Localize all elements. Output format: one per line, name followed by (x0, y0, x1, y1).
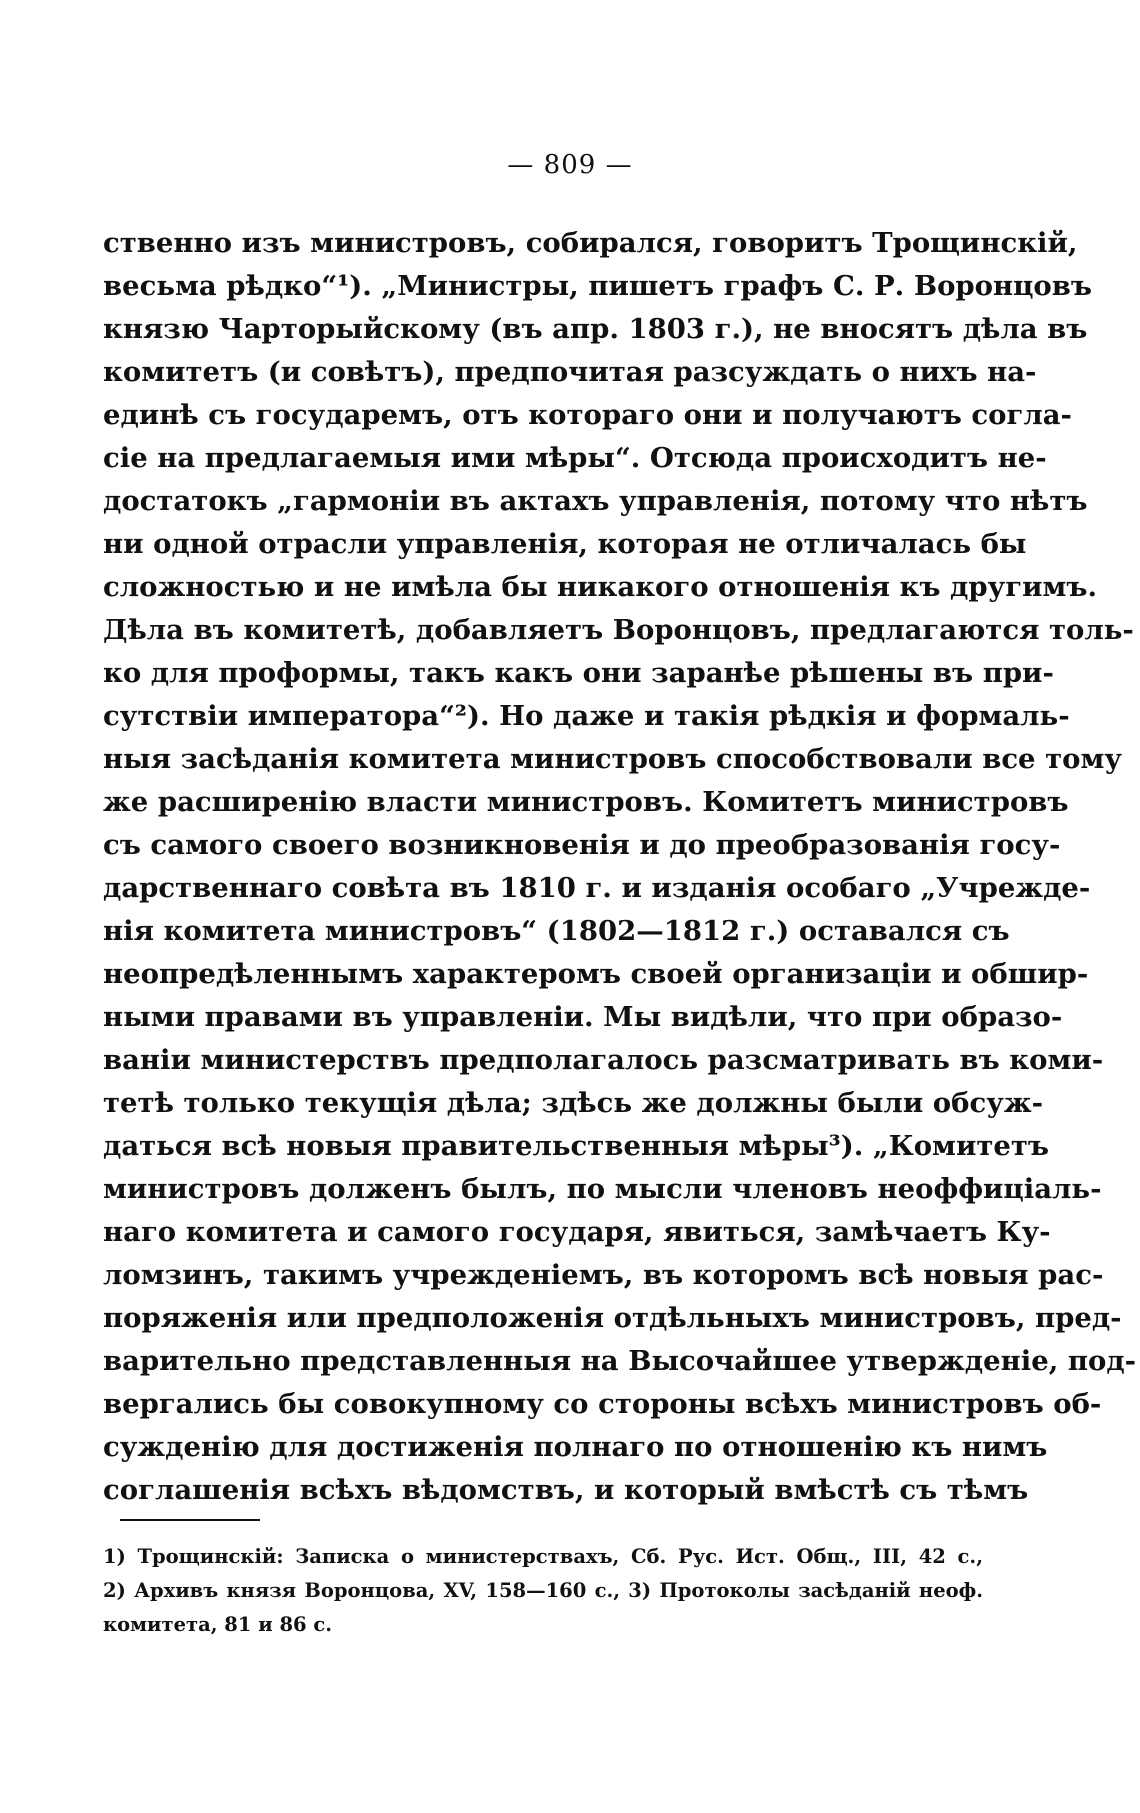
footnotes (103, 1540, 983, 1642)
footnote-line: комитета, 81 и 86 с. (103, 1613, 333, 1636)
text-line: ломзинъ, такимъ учрежденіемъ, въ которомъ всѣ новыя рас- (103, 1259, 1104, 1291)
text-line: варительно представленныя на Высочайшее утвержденіе, под- (103, 1345, 1137, 1377)
text-line: дарственнаго совѣта въ 1810 г. и изданія особаго „Учрежде- (103, 872, 1091, 904)
text-line: министровъ долженъ былъ, по мысли членовъ неоффиціаль- (103, 1173, 1102, 1205)
text-line: ственно изъ министровъ, собирался, говоритъ Трощинскій, (103, 227, 1078, 259)
text-line: Дѣла въ комитетѣ, добавляетъ Воронцовъ, предлагаются толь- (103, 614, 1134, 646)
text-line: ныя засѣданія комитета министровъ способствовали все тому (103, 743, 1123, 775)
footnote-line: 1) Трощинскій: Записка о министерствахъ, Сб. Рус. Ист. Общ., III, 42 с., (103, 1545, 983, 1568)
text-line: достатокъ „гармоніи въ актахъ управленія, потому что нѣтъ (103, 485, 1088, 517)
page-number: — 809 — (507, 150, 633, 180)
text-line: поряженія или предположенія отдѣльныхъ министровъ, пред- (103, 1302, 1122, 1334)
text-line: соглашенія всѣхъ вѣдомствъ, и который вмѣстѣ съ тѣмъ (103, 1474, 1029, 1506)
text-line: ными правами въ управленіи. Мы видѣли, что при образо- (103, 1001, 1063, 1033)
text-line: весьма рѣдко“¹). „Министры, пишетъ графъ С. Р. Воронцовъ (103, 270, 1092, 302)
text-line: сложностью и не имѣла бы никакого отношенія къ другимъ. (103, 571, 1098, 603)
text-line: единѣ съ государемъ, отъ котораго они и получаютъ согла- (103, 399, 1072, 431)
body-text (103, 222, 1137, 1512)
text-line: комитетъ (и совѣтъ), предпочитая разсуждать о нихъ на- (103, 356, 1037, 388)
text-line: ваніи министерствъ предполагалось разсматривать въ коми- (103, 1044, 1104, 1076)
text-line: даться всѣ новыя правительственныя мѣры³). „Комитетъ (103, 1130, 1050, 1162)
text-line: князю Чарторыйскому (въ апр. 1803 г.), не вносятъ дѣла въ (103, 313, 1088, 345)
footnote-line: 2) Архивъ князя Воронцова, XV, 158—160 с., 3) Протоколы засѣданій неоф. (103, 1579, 983, 1602)
text-line: же расширенію власти министровъ. Комитетъ министровъ (103, 786, 1069, 818)
text-line: сутствіи императора“²). Но даже и такія рѣдкія и формаль- (103, 700, 1070, 732)
text-line: тетѣ только текущія дѣла; здѣсь же должны были обсуж- (103, 1087, 1044, 1119)
text-line: неопредѣленнымъ характеромъ своей организаціи и обшир- (103, 958, 1089, 990)
footnote-divider (120, 1519, 260, 1521)
text-line: ни одной отрасли управленія, которая не отличалась бы (103, 528, 1027, 560)
text-line: сужденію для достиженія полнаго по отношенію къ нимъ (103, 1431, 1048, 1463)
text-line: нія комитета министровъ“ (1802—1812 г.) оставался съ (103, 915, 1010, 947)
text-line: съ самого своего возникновенія и до преобразованія госу- (103, 829, 1061, 861)
text-line: наго комитета и самого государя, явиться, замѣчаетъ Ку- (103, 1216, 1051, 1248)
text-line: вергались бы совокупному со стороны всѣхъ министровъ об- (103, 1388, 1102, 1420)
text-line: сіе на предлагаемыя ими мѣры“. Отсюда происходитъ не- (103, 442, 1047, 474)
text-line: ко для проформы, такъ какъ они заранѣе рѣшены въ при- (103, 657, 1054, 689)
